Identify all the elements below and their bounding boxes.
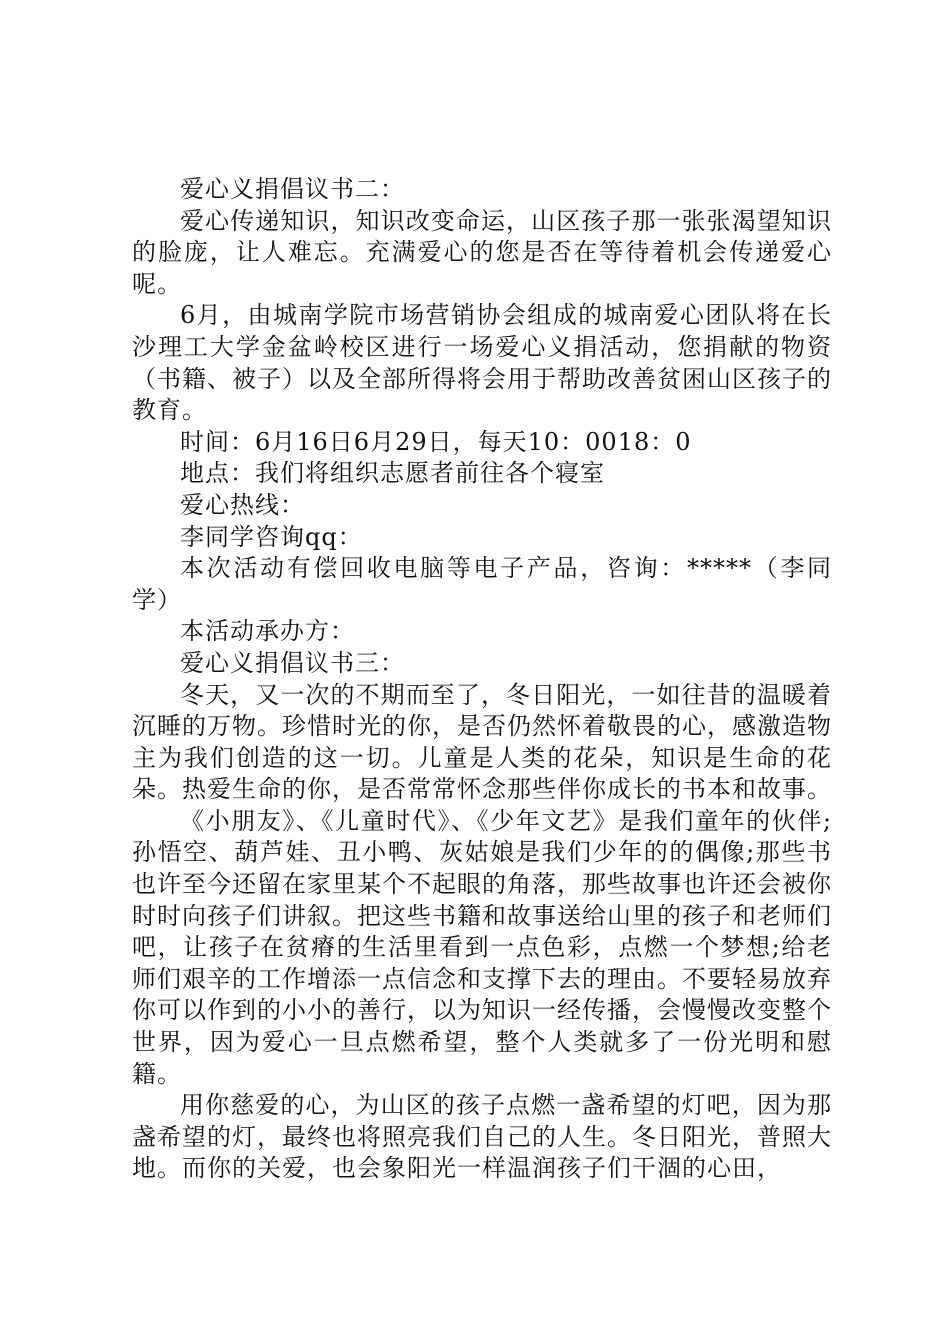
paragraph-closing: 用你慈爱的心，为山区的孩子点燃一盏希望的灯吧，因为那盏希望的灯，最终也将照亮我们自己的人生。冬日阳光，普照大地。而你的关爱，也会象阳光一样温润孩子们干涸的心田， [132, 1091, 832, 1183]
paragraph-winter: 冬天，又一次的不期而至了，冬日阳光，一如往昔的温暖着沉睡的万物。珍惜时光的你，是否仍然怀着敬畏的心，感激造物主为我们创造的这一切。儿童是人类的花朵，知识是生命的花朵。热爱生命的你，是否常常怀念那些伴你成长的书本和故事。 [132, 680, 832, 804]
heading-proposal-two: 爱心义捐倡议书二： [180, 175, 405, 203]
paragraph-intro: 爱心传递知识，知识改变命运，山区孩子那一张张渴望知识的脸庞，让人难忘。充满爱心的您是否在等待着机会传递爱心呢。 [132, 206, 832, 298]
paragraph-hotline: 爱心热线： [180, 490, 305, 519]
paragraph-recycle: 本次活动有偿回收电脑等电子产品，咨询：*****（李同学） [132, 554, 832, 614]
paragraph-event: 6月，由城南学院市场营销协会组成的城南爱心团队将在长沙理工大学金盆岭校区进行一场爱心义捐活动，您捐献的物资（书籍、被子）以及全部所得将会用于帮助改善贫困山区孩子的教育。 [132, 301, 832, 425]
paragraph-time: 时间：6月16日6月29日，每天10：0018：0 [180, 427, 692, 456]
heading-proposal-three: 爱心义捐倡议书三： [180, 648, 405, 677]
document-body [132, 174, 832, 1185]
paragraph-location: 地点：我们将组织志愿者前往各个寝室 [180, 459, 605, 488]
paragraph-organizer: 本活动承办方： [180, 617, 355, 646]
paragraph-qq: 李同学咨询qq： [180, 522, 363, 551]
paragraph-books: 《小朋友》、《儿童时代》、《少年文艺》是我们童年的伙伴;孙悟空、葫芦娃、丑小鸭、灰姑娘是我们少年的的偶像;那些书也许至今还留在家里某个不起眼的角落，那些故事也许还会被你时时向孩子们讲叙。把这些书籍和故事送给山里的孩子和老师们吧，让孩子在贫瘠的生活里看到一点色彩，点燃一个梦想;给老师们艰辛的工作增添一点信念和支撑下去的理由。不要轻易放弃你可以作到的小小的善行，以为知识一经传播，会慢慢改变整个世界，因为爱心一旦点燃希望，整个人类就多了一份光明和慰籍。 [132, 806, 832, 1088]
